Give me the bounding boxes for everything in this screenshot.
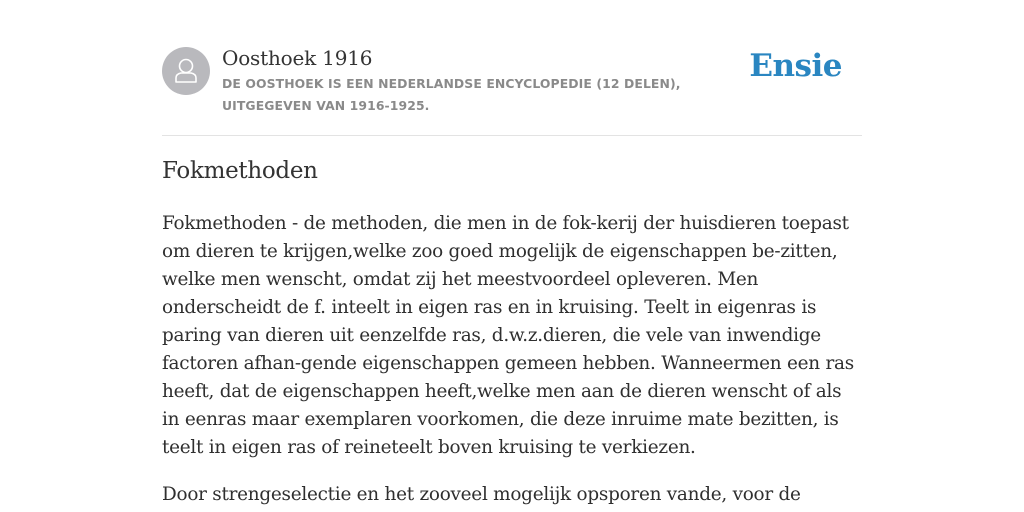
source-header — [162, 44, 862, 136]
source-description: DE OOSTHOEK IS EEN NEDERLANDSE ENCYCLOPEDIE (12 DELEN), UITGEGEVEN VAN 1916-1925. — [222, 76, 681, 113]
article-body — [162, 210, 862, 512]
source-title[interactable]: Oosthoek 1916 — [222, 46, 373, 70]
user-placeholder-icon[interactable] — [162, 47, 210, 95]
article-paragraph: Fokmethoden - de methoden, die men in de fok-kerij der huisdieren toepast om dieren te krijgen,welke zoo goed mogelijk de eigenschappen be-zitten, welke men wenscht, omdat zij het meestvoordeel opleveren. Men onderscheidt de f. inteelt in eigen ras en in kruising. Teelt in eigenras is paring van dieren uit eenzelfde ras, d.w.z.dieren, die vele van inwendige factoren afhan-gende eigenschappen gemeen hebben. Wanneermen een ras heeft, dat de eigenschappen heeft,welke men aan de dieren wenscht of als in eenras maar exemplaren voorkomen, die deze inruime mate bezitten, is teelt in eigen ras of reineteelt boven kruising te verkiezen. — [162, 213, 854, 458]
article-title: Fokmethoden — [162, 158, 318, 184]
ensie-logo[interactable]: Ensie — [749, 48, 842, 84]
article-paragraph: Door strengeselectie en het zooveel mogelijk opsporen vande, voor de — [162, 484, 801, 505]
